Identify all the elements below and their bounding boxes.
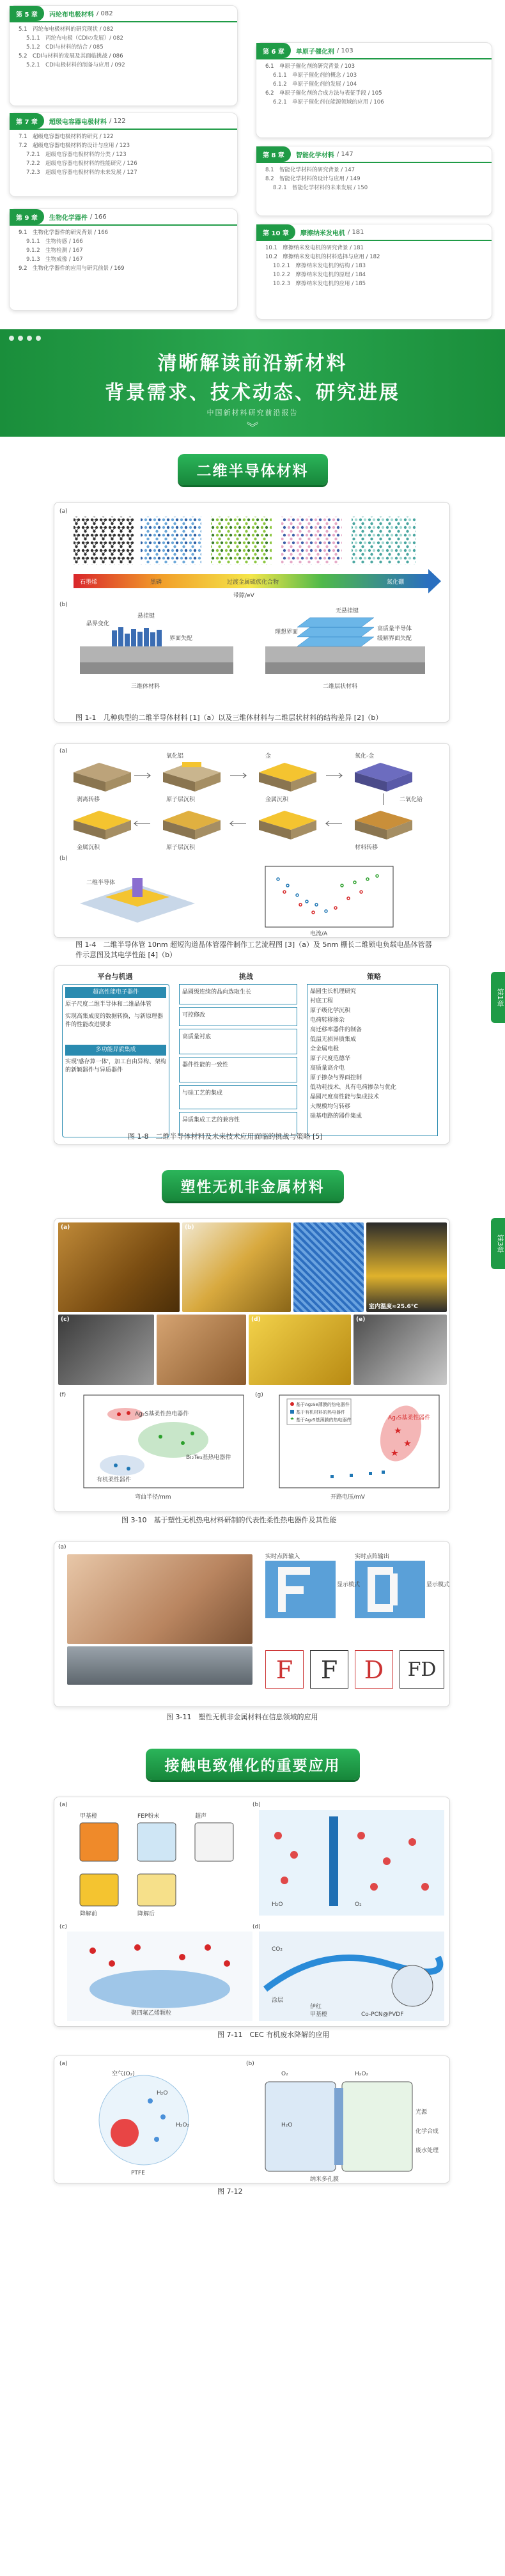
toc-item[interactable]: 5.1 丙纶布电极材料的研究现状 / 082	[19, 26, 114, 33]
toc-item[interactable]: 9.1.1 生物传感 / 166	[26, 238, 83, 245]
section-title-text: 二维半导体材料	[178, 454, 328, 485]
step-label: 金属沉积	[265, 797, 289, 803]
toc-item[interactable]: 5.2.1 CDI电极材料的制备与应用 / 092	[26, 62, 125, 68]
banner-title-line1: 清晰解读前沿新材料	[157, 352, 348, 375]
chapter-side-tab[interactable]: 第1章	[491, 972, 505, 1023]
chapter-title: 生物化学器件	[49, 214, 88, 222]
strategies-column	[307, 984, 438, 1136]
legend-item: 基于Ag₂Se薄膜的热电器件	[296, 1402, 350, 1407]
beaker-label: 甲基橙	[80, 1813, 98, 1820]
panel-label: 实时点阵输入	[265, 1554, 300, 1560]
chapter-title: 丙纶布电极材料	[49, 11, 94, 19]
graphene-lattice	[74, 517, 134, 565]
panel-b-label: (b)	[59, 855, 68, 862]
photo-multimeter	[366, 1222, 447, 1312]
label-ease-mismatch: 缓解界面失配	[377, 636, 412, 642]
toc-item[interactable]: 6.2 单原子催化剂的合成方法与表征手段 / 105	[265, 90, 382, 97]
toc-item[interactable]: 9.1.3 生物成像 / 167	[26, 256, 83, 263]
material-label: Co-PCN@PVDF	[361, 2011, 404, 2018]
toc-item[interactable]: 9.2 生物化学器件的应用与研究前景 / 169	[19, 265, 125, 272]
toc-item[interactable]: 10.1 摩擦纳米发电机的研究背景 / 181	[265, 245, 364, 251]
chapter-side-tab[interactable]: 第3章	[491, 1218, 505, 1269]
electrical-chart	[265, 866, 393, 937]
chapter-number: 第 5 章	[10, 6, 44, 21]
coating-scene	[259, 1932, 444, 2021]
tmd-lattice-2	[281, 517, 342, 565]
platform-item: 实现'感存算一体'，加工自由异构、架构的新颖器件与异质器件	[65, 1059, 166, 1073]
platform-item: 超高性能电子器件	[65, 987, 166, 998]
panel-a-label: (a)	[59, 1802, 68, 1808]
chapter-page: / 181	[347, 228, 364, 236]
panel-b-label: (b)	[246, 2061, 254, 2067]
beakers-diagram	[80, 1812, 233, 1917]
label-bandgap: 带隙/eV	[233, 593, 254, 599]
molecule-label: O₂	[281, 2071, 288, 2077]
label-interface-mismatch: 界面失配	[169, 636, 193, 642]
figure-1-1	[54, 502, 450, 722]
photo-annotation: 室内温度≈25.6°C	[369, 1304, 418, 1310]
annot-label: Ag₂S基柔性器件	[388, 1415, 431, 1421]
label-graphene: 石墨烯	[80, 579, 98, 586]
toc-card-chapter7[interactable]	[9, 113, 238, 197]
x-axis-label: 电流/A	[310, 931, 328, 937]
chapter-number: 第 7 章	[10, 113, 44, 129]
figure-7-12-graphic	[54, 2056, 451, 2184]
figure-3-10	[54, 1218, 450, 1512]
boron-nitride-lattice	[352, 517, 416, 565]
photo-flexible-device	[58, 1222, 180, 1312]
toc-item[interactable]: 10.2.3 摩擦纳米发电机的应用 / 185	[273, 281, 366, 287]
process-flow	[74, 752, 423, 851]
section-title-plastic-inorganic	[0, 1170, 505, 1201]
promo-banner	[0, 329, 505, 437]
membrane-reactor	[265, 2071, 439, 2183]
label-2d-layered: 二维层状材料	[323, 683, 358, 690]
panel-g-label: (g)	[255, 1392, 263, 1398]
strategy-item: 电荷转移掺杂	[310, 1017, 345, 1024]
photo-textile	[293, 1222, 364, 1312]
beaker-label: 降解后	[137, 1911, 155, 1917]
molecule-label: H₂O	[281, 2122, 293, 2128]
chapter-page: / 103	[336, 47, 354, 54]
toc-item[interactable]: 7.2.2 超级电容器电极材料的性能研究 / 126	[26, 160, 137, 167]
label-bn: 氮化硼	[387, 579, 405, 586]
challenge-item: 高质量衬底	[179, 1029, 297, 1054]
banner-subtitle: 中国新材料研究前沿报告	[206, 409, 299, 417]
toc-item[interactable]: 6.1 单原子催化剂的研究背景 / 103	[265, 63, 355, 70]
letter-tile: FD	[400, 1650, 444, 1689]
molecule-label: O₂	[355, 1901, 362, 1908]
section-title-2d-semiconductor	[0, 454, 505, 485]
panel-label: 实时点阵输出	[355, 1554, 390, 1560]
figure-1-1-graphic	[54, 503, 451, 723]
photo-armband	[157, 1315, 246, 1385]
catalysis-scene	[259, 1810, 444, 1916]
beaker-label: 降解前	[80, 1911, 98, 1917]
panel-c-label: (c)	[59, 1924, 67, 1930]
section-title-text: 塑性无机非金属材料	[162, 1170, 344, 1201]
figure-7-11-caption: 图 7-11 CEC 有机废水降解的应用	[217, 2031, 330, 2039]
strategy-item: 低功耗技术、具有电荷掺杂与优化	[310, 1084, 397, 1091]
material-label: 涂层	[272, 1997, 284, 2004]
chapter-page: / 166	[89, 213, 107, 221]
toc-item[interactable]: 8.2 智能化学材料的设计与应用 / 149	[265, 176, 361, 182]
application-label: 光源	[416, 2109, 428, 2116]
application-label: 化学合成	[416, 2128, 439, 2135]
figure-7-12-caption: 图 7-12	[217, 2187, 243, 2196]
letter-tile: D	[355, 1650, 393, 1689]
figure-3-11-caption: 图 3-11 塑性无机非金属材料在信息领域的应用	[166, 1713, 318, 1721]
chart-g	[254, 1389, 447, 1507]
chapter-page: / 122	[109, 117, 126, 125]
letter-tile: F	[310, 1650, 348, 1689]
panel-a-label: (a)	[59, 2061, 68, 2067]
photo-skin-display	[67, 1554, 252, 1644]
beaker-label: 超声	[195, 1813, 207, 1820]
panel-b-label: (b)	[252, 1802, 261, 1808]
figure-3-11	[54, 1541, 450, 1707]
application-label: 废水处理	[416, 2148, 439, 2154]
chapter-page: / 082	[96, 10, 113, 17]
black-phosphorus-lattice	[141, 517, 201, 565]
header-strategies: 策略	[367, 972, 381, 981]
panel-d-label: (d)	[252, 1924, 261, 1930]
step-label: 原子层沉积	[166, 797, 196, 803]
chapter-number: 第 9 章	[10, 209, 44, 224]
step-label: 二氧化铪	[400, 797, 423, 803]
panel-a-label: (a)	[58, 1544, 66, 1550]
toc-item[interactable]: 7.2 超级电容器电极材料的设计与应用 / 123	[19, 143, 130, 149]
toc-item[interactable]: 7.2.3 超级电容器电极材料的未来发展 / 127	[26, 169, 137, 176]
step-label: 氧化-金	[355, 753, 375, 760]
letter-tiles	[265, 1650, 444, 1689]
panel-f-label: (f)	[59, 1392, 66, 1398]
molecule-label: H₂O	[157, 2090, 168, 2096]
challenge-item: 异质集成工艺的兼容性	[179, 1112, 297, 1136]
chapter-number: 第 6 章	[256, 43, 291, 58]
strategy-item: 原子尺度范德华	[310, 1056, 351, 1062]
photo-flexible-strip	[249, 1315, 351, 1385]
challenges-strategies-table	[179, 984, 441, 1137]
beaker-label: FEP粉末	[137, 1813, 160, 1820]
panel-a-label: (a)	[59, 748, 68, 754]
molecule-label: H₂O₂	[355, 2071, 369, 2077]
chart-f	[58, 1389, 250, 1507]
toc-item[interactable]: 7.1 超级电容器电极材料的研究 / 122	[19, 134, 114, 140]
toc-item[interactable]: 9.1 生物化学器件的研究背景 / 166	[19, 230, 109, 236]
decorative-dots	[9, 336, 41, 341]
label-ideal-interface: 理想界面	[275, 629, 299, 636]
toc-item[interactable]: 6.2.1 单原子催化剂在能源领域的应用 / 106	[273, 99, 384, 105]
annot-label: Ag₂S基柔性热电器件	[135, 1411, 189, 1417]
header-challenges: 挑战	[239, 972, 253, 981]
label-dangling-bond: 悬挂键	[137, 613, 155, 620]
header-platforms: 平台与机遇	[97, 972, 133, 981]
toc-item[interactable]: 6.1.1 单原子催化剂的概念 / 103	[273, 72, 357, 79]
photo-label: (c)	[61, 1316, 70, 1323]
strategy-item: 衬底工程	[310, 998, 334, 1004]
section-title-text: 接触电致催化的重要应用	[146, 1749, 360, 1780]
figure-7-11	[54, 1797, 450, 2027]
legend-item: 基于有机材料的热电器件	[296, 1410, 345, 1415]
scroll-down-chevron-icon[interactable]: ︾	[247, 421, 258, 435]
annot-label: Bi₂Te₃基热电器件	[186, 1455, 231, 1461]
platform-item: 实现高集成度的数据转换，与新原理器件的性能改进要求	[65, 1013, 164, 1028]
droplet-scene	[99, 2070, 189, 2176]
photo-device-array	[67, 1646, 252, 1685]
toc-item[interactable]: 6.1.2 单原子催化剂的发展 / 104	[273, 81, 357, 88]
toc-card-chapter6[interactable]	[256, 42, 492, 138]
photo-label: (b)	[185, 1224, 194, 1231]
material-label: 纳米多孔膜	[310, 2176, 339, 2183]
photo-label: (a)	[61, 1224, 70, 1231]
molecule-label: H₂O	[272, 1901, 283, 1908]
panel-b-label: (b)	[59, 602, 68, 608]
chapter-title: 摩擦纳米发电机	[300, 230, 345, 237]
challenge-item: 器件性能的一致性	[179, 1057, 297, 1082]
challenge-item: 晶圆级连续的晶向选取生长	[179, 984, 297, 1004]
strategy-item: 全金属电极	[310, 1046, 339, 1052]
chapter-title: 智能化学材料	[295, 152, 334, 159]
step-label: 材料转移	[355, 845, 378, 851]
toc-card-chapter9[interactable]	[9, 208, 238, 311]
toc-item[interactable]: 8.1 智能化学材料的研究背景 / 147	[265, 167, 355, 173]
x-axis-label: 开路电压/mV	[330, 1494, 365, 1501]
molecule-label: H₂O₂	[176, 2122, 190, 2128]
toc-card-chapter5[interactable]	[9, 5, 238, 106]
platform-item: 多功能异质集成	[65, 1045, 166, 1056]
material-label: 甲基橙	[310, 2011, 328, 2018]
annot-label: 有机柔性器件	[97, 1477, 132, 1483]
platforms-column	[62, 984, 169, 1137]
photo-label: (d)	[251, 1316, 261, 1323]
material-label: PTFE	[131, 2170, 145, 2176]
strategy-item: 原子掺杂与界面控制	[310, 1075, 362, 1081]
device-schematic	[80, 878, 195, 923]
label-bulk: 三维体材料	[131, 683, 160, 690]
matrix-display	[265, 1561, 450, 1644]
mode-label: 显示模式	[337, 1582, 361, 1588]
toc-item[interactable]: 5.1.2 CDI与材料的结合 / 085	[26, 44, 104, 51]
bulk-material-diagram	[80, 612, 233, 690]
molecule-label: CO₂	[272, 1946, 283, 1953]
photo-film	[182, 1222, 291, 1312]
toc-card-chapter10[interactable]	[256, 224, 492, 320]
banner-title-line2: 背景需求、技术动态、研究进展	[105, 382, 400, 404]
material-label: 聚四氟乙烯颗粒	[131, 2010, 172, 2017]
label-no-dangling: 无悬挂键	[336, 608, 359, 614]
strategy-item: 硅基电路的器件集成	[310, 1113, 362, 1120]
step-label: 剥离转移	[77, 797, 100, 803]
figure-7-12	[54, 2056, 450, 2183]
chapter-number: 第 8 章	[256, 146, 291, 162]
toc-item[interactable]: 10.2.1 摩擦纳米发电机的结构 / 183	[273, 263, 366, 269]
chapter-page: / 147	[336, 150, 354, 158]
strategy-item: 高质量高介电	[310, 1065, 345, 1072]
chapter-title: 单原子催化剂	[295, 48, 334, 56]
toc-card-chapter8[interactable]	[256, 146, 492, 216]
step-label: 氧化铝	[166, 753, 184, 760]
challenge-item: 与硅工艺的集成	[179, 1085, 297, 1109]
tmd-lattice-1	[211, 517, 272, 565]
label-grain-change: 晶界变化	[86, 621, 110, 627]
photo-label: (e)	[356, 1316, 366, 1323]
step-label: 金属沉积	[77, 845, 100, 851]
figure-1-8	[54, 965, 450, 1144]
label-hq-semiconductor: 高质量半导体	[377, 626, 412, 632]
challenge-item: 可控修改	[179, 1007, 297, 1026]
toc-item[interactable]: 5.1.1 丙纶布电极（CDIの发展）/ 082	[26, 35, 123, 42]
label-2d-semiconductor: 二维半导体	[86, 880, 116, 886]
mode-label: 显示模式	[426, 1582, 450, 1588]
toc-item[interactable]: 10.2.2 摩擦纳米发电机的原理 / 184	[273, 272, 366, 278]
chapter-number: 第 10 章	[256, 224, 295, 240]
figure-1-4	[54, 743, 450, 938]
toc-item[interactable]: 10.2 摩擦纳米发电机的材料选择与应用 / 182	[265, 254, 380, 260]
strategy-item: 大规模均匀转移	[310, 1104, 351, 1110]
figure-3-10-caption: 图 3-10 基于塑性无机热电材料研制的代表性柔性热电器件及其性能	[121, 1516, 337, 1524]
figure-1-8-caption: 图 1-8 二维半导体材料及未来技术应用面临的挑战与策略 [5]	[128, 1132, 323, 1141]
strategy-item: 高迁移率器件的制备	[310, 1027, 362, 1033]
toc-item[interactable]: 8.2.1 智能化学材料的未来发展 / 150	[273, 185, 368, 191]
label-black-phosphorus: 黑磷	[150, 579, 162, 586]
strategy-item: 低温无损异质集成	[310, 1036, 357, 1043]
chapter-title: 超级电容器电极材料	[49, 118, 107, 126]
legend-item: 基于Ag₂S基薄膜的热电器件	[296, 1417, 352, 1423]
figure-1-4-caption: 图 1-4 二维半导体管 10nm 超短沟道晶体管器件制作工艺流程图 [3]（a）及 5nm 栅长二维锁电负载电晶体管器件示意图及其电学性能 [4]（b）	[75, 941, 432, 959]
strategy-item: 晶圆尺度高性能与集成技术	[310, 1094, 380, 1100]
strategy-item: 晶圆生长机理研究	[310, 988, 357, 995]
2d-layered-diagram	[265, 607, 425, 690]
photo-watch	[58, 1315, 154, 1385]
figure-1-4-graphic	[54, 744, 451, 939]
arrow-right-icon	[428, 569, 441, 593]
toc-item[interactable]: 5.2 CDI与材料的发展及其面临挑战 / 086	[19, 53, 123, 59]
letter-tile: F	[265, 1650, 304, 1689]
photo-wrist-device	[354, 1315, 447, 1385]
panel-a-label: (a)	[59, 508, 68, 515]
molecule-label: 空气(O₂)	[112, 2071, 135, 2077]
figure-1-1-caption: 图 1-1 几种典型的二维半导体材料 [1]（a）以及三维体材料与二维层状材料的结构差异 [2]（b）	[75, 714, 383, 722]
step-label: 原子层沉积	[166, 845, 196, 851]
figure-7-11-graphic	[54, 1797, 451, 2027]
material-label: 伊红	[310, 2004, 322, 2010]
step-label: 金	[265, 753, 272, 760]
platform-item: 原子尺度二维半导体和二维晶体管	[65, 1001, 152, 1008]
section-title-contact-electrocatalysis	[0, 1749, 505, 1780]
strategy-item: 原子级化学沉积	[310, 1008, 351, 1014]
x-axis-label: 弯曲半径/mm	[135, 1494, 171, 1501]
particles-scene	[67, 1932, 252, 2021]
toc-item[interactable]: 9.1.2 生物检测 / 167	[26, 247, 83, 254]
label-tmd: 过渡金属硫族化合物	[227, 579, 279, 586]
toc-item[interactable]: 7.2.1 超级电容器电极材料的分类 / 123	[26, 152, 127, 158]
